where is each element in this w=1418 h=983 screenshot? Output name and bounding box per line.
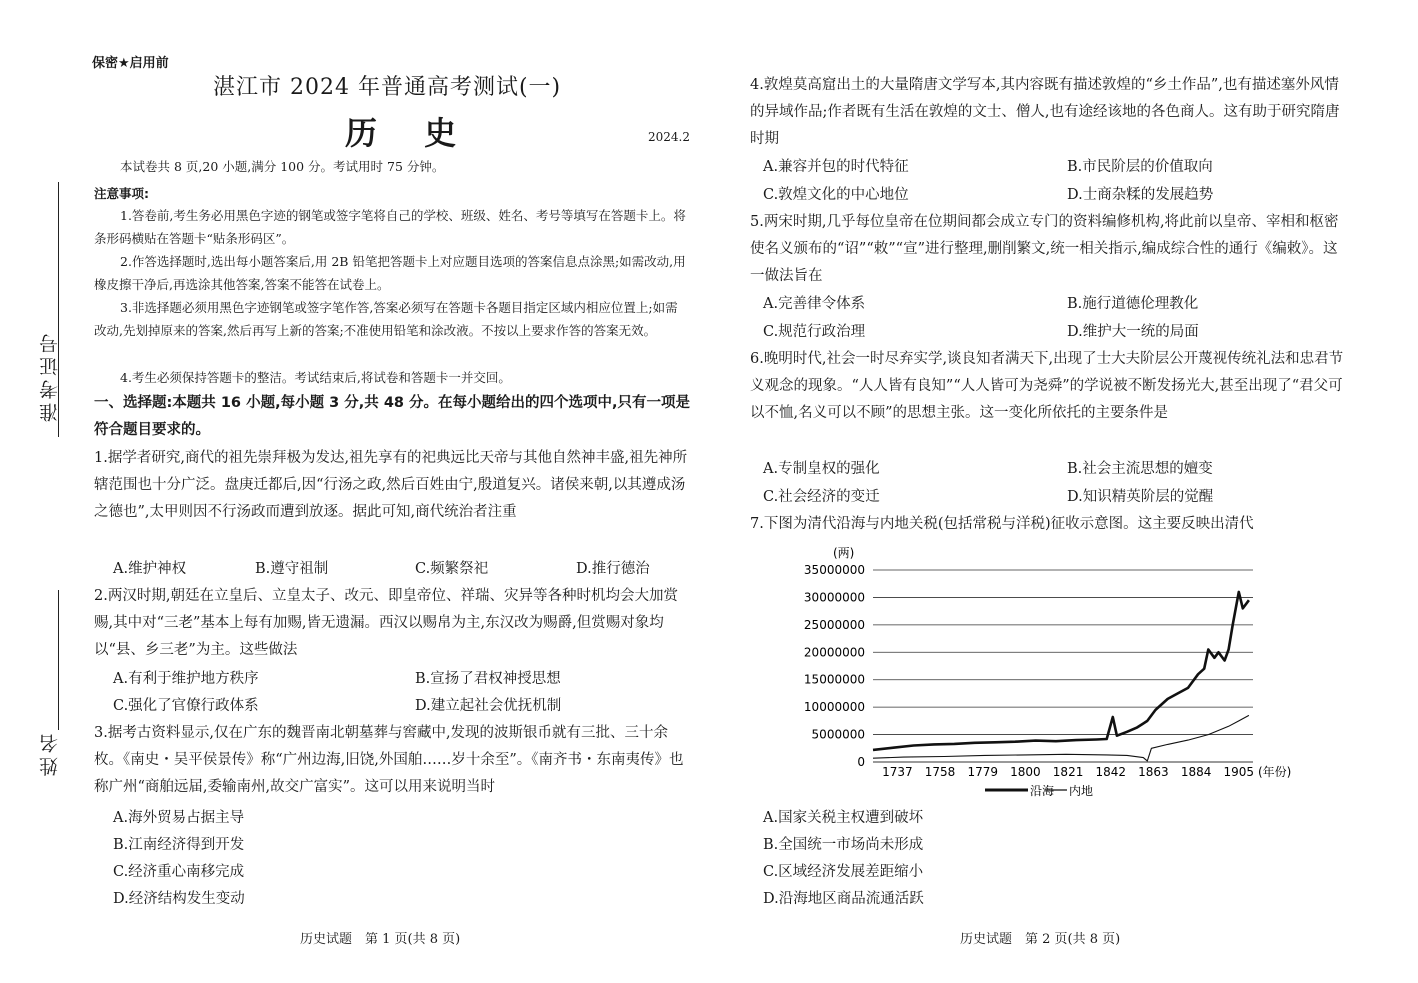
q7-option-b[interactable]: B.全国统一市场尚未形成 (763, 837, 924, 853)
x-tick-label: 1800 (1010, 765, 1041, 779)
q1-option-d[interactable]: D.推行德治 (576, 561, 650, 577)
chart-y-axis-label: (两) (833, 546, 855, 560)
y-tick-label: 30000000 (803, 590, 865, 605)
q3-option-c[interactable]: C.经济重心南移完成 (113, 864, 245, 880)
q5-option-b[interactable]: B.施行道德伦理教化 (1067, 296, 1199, 312)
q5-option-d[interactable]: D.维护大一统的局面 (1067, 324, 1199, 340)
exam-date: 2024.2 (648, 130, 690, 144)
question-4-stem: 4.敦煌莫高窟出土的大量隋唐文学写本,其内容既有描述敦煌的“乡土作品”,也有描述塞外风情的异域作品;作者既有生活在敦煌的文士、僧人,也有途经该地的各色商人。这有助于研究隋唐时期 (750, 77, 1340, 147)
exam-number-label: 准考证号 (39, 330, 61, 422)
y-tick-label: 0 (857, 755, 865, 769)
y-tick-label: 10000000 (803, 700, 865, 715)
x-tick-label: 1905 (1223, 765, 1255, 779)
q6-option-c[interactable]: C.社会经济的变迁 (763, 489, 880, 505)
x-tick-label: 1821 (1052, 765, 1084, 779)
q7-option-a[interactable]: A.国家关税主权遭到破坏 (763, 810, 924, 826)
footer-right: 历史试题 第 2 页(共 8 页) (960, 932, 1121, 947)
y-tick-label: 25000000 (803, 617, 865, 632)
series-line-inland (873, 715, 1249, 761)
note-2: 2.作答选择题时,选出每小题答案后,用 2B 铅笔把答题卡上对应题目选项的答案信息点涂黑;如需改动,用橡皮擦干净后,再选涂其他答案,答案不能答在试卷上。 (94, 254, 686, 292)
section-1-heading: 一、选择题:本题共 16 小题,每小题 3 分,共 48 分。在每小题给出的四个选项中,只有一项是符合题目要求的。 (94, 395, 691, 438)
confidential-mark: 保密★启用前 (92, 56, 169, 71)
note-1: 1.答卷前,考生务必用黑色字迹的钢笔或签字笔将自己的学校、班级、姓名、考号等填写在答题卡上。将条形码横贴在答题卡“贴条形码区”。 (94, 208, 686, 246)
question-5-stem: 5.两宋时期,几乎每位皇帝在位期间都会成立专门的资料编修机构,将此前以皇帝、宰相和枢密使名义颁布的“诏”“敕”“宣”进行整理,删削繁文,统一相关指示,编成综合性的通行《编敕》。这一做法旨在 (750, 214, 1339, 284)
footer-left: 历史试题 第 1 页(共 8 页) (300, 932, 461, 947)
side-divider-bottom (58, 590, 59, 710)
question-7-stem: 7.下图为清代沿海与内地关税(包括常税与洋税)征收示意图。这主要反映出清代 (750, 516, 1254, 532)
question-6-stem: 6.晚明时代,社会一时尽弃实学,谈良知者满天下,出现了士大夫阶层公开蔑视传统礼法和忠君节义观念的现象。“人人皆有良知”“人人皆可为尧舜”的学说被不断发扬光大,甚至出现了“君父可以不恤,名义可以不顾”的思想主张。这一变化所依托的主要条件是 (750, 351, 1344, 421)
series-line-coastal (873, 592, 1249, 750)
q1-option-a[interactable]: A.维护神权 (113, 561, 187, 577)
q2-option-a[interactable]: A.有利于维护地方秩序 (113, 671, 259, 687)
q6-option-a[interactable]: A.专制皇权的强化 (763, 461, 880, 477)
q3-option-d[interactable]: D.经济结构发生变动 (113, 891, 245, 907)
x-tick-label: 1758 (924, 765, 956, 779)
q4-option-b[interactable]: B.市民阶层的价值取向 (1067, 159, 1213, 175)
exam-info: 本试卷共 8 页,20 小题,满分 100 分。考试用时 75 分钟。 (120, 159, 445, 174)
question-1-stem: 1.据学者研究,商代的祖先崇拜极为发达,祖先享有的祀典远比天帝与其他自然神丰盛,祖先神所辖范围也十分广泛。盘庚迁都后,因“行汤之政,然后百姓由宁,殷道复兴。诸侯来朝,以其遵成汤之德也”,太甲则因不行汤政而遭到放逐。据此可知,商代统治者注重 (94, 450, 688, 520)
q3-option-a[interactable]: A.海外贸易占据主导 (113, 810, 245, 826)
x-tick-label: 1863 (1138, 765, 1169, 779)
notes-heading: 注意事项: (94, 186, 149, 201)
q3-option-b[interactable]: B.江南经济得到开发 (113, 837, 245, 853)
legend-label-inland: 内地 (1069, 784, 1094, 798)
q4-option-d[interactable]: D.士商杂糅的发展趋势 (1067, 187, 1214, 203)
chart-x-axis-label: (年份) (1258, 765, 1292, 779)
q1-option-b[interactable]: B.遵守祖制 (255, 561, 329, 577)
customs-tax-line-chart (795, 540, 1335, 802)
name-blank[interactable] (58, 710, 59, 730)
x-tick-label: 1884 (1180, 765, 1212, 779)
q4-option-c[interactable]: C.敦煌文化的中心地位 (763, 187, 909, 203)
y-tick-label: 20000000 (803, 645, 865, 660)
x-tick-label: 1779 (967, 765, 999, 779)
q6-option-b[interactable]: B.社会主流思想的嬗变 (1067, 461, 1213, 477)
q2-option-c[interactable]: C.强化了官僚行政体系 (113, 698, 259, 714)
q2-option-b[interactable]: B.宣扬了君权神授思想 (415, 671, 561, 687)
q6-option-d[interactable]: D.知识精英阶层的觉醒 (1067, 489, 1214, 505)
exam-title: 湛江市 2024 年普通高考测试(一) (213, 75, 562, 100)
y-tick-label: 35000000 (803, 563, 865, 577)
q5-option-a[interactable]: A.完善律令体系 (763, 296, 866, 312)
q7-option-d[interactable]: D.沿海地区商品流通活跃 (763, 891, 924, 907)
x-tick-label: 1737 (882, 765, 913, 779)
q7-option-c[interactable]: C.区域经济发展差距缩小 (763, 864, 924, 880)
note-3: 3.非选择题必须用黑色字迹钢笔或签字笔作答,答案必须写在答题卡各题目指定区域内相应位置上;如需改动,先划掉原来的答案,然后再写上新的答案;不准使用铅笔和涂改液。不按以上要求作答的答案无效。 (94, 300, 678, 338)
y-tick-label: 15000000 (803, 672, 865, 687)
q4-option-a[interactable]: A.兼容并包的时代特征 (763, 159, 909, 175)
exam-number-blank[interactable] (58, 300, 59, 330)
name-label: 姓名 (39, 730, 61, 776)
legend-label-coastal: 沿海 (1030, 784, 1055, 798)
note-4: 4.考生必须保持答题卡的整洁。考试结束后,将试卷和答题卡一并交回。 (120, 370, 511, 385)
q2-option-d[interactable]: D.建立起社会优抚机制 (415, 698, 562, 714)
x-tick-label: 1842 (1095, 765, 1127, 779)
q5-option-c[interactable]: C.规范行政治理 (763, 324, 866, 340)
q1-option-c[interactable]: C.频繁祭祀 (415, 561, 489, 577)
question-3-stem: 3.据考古资料显示,仅在广东的魏晋南北朝墓葬与窖藏中,发现的波斯银币就有三批、三十余枚。《南史・吴平侯景传》称“广州边海,旧饶,外国舶……岁十余至”。《南齐书・东南夷传》也称广州“商舶远届,委输南州,故交广富实”。这可以用来说明当时 (94, 725, 684, 795)
subject-title: 历 史 (345, 114, 475, 152)
question-2-stem: 2.两汉时期,朝廷在立皇后、立皇太子、改元、即皇帝位、祥瑞、灾异等各种时机均会大加赏赐,其中对“三老”基本上每有加赐,皆无遗漏。西汉以赐帛为主,东汉改为赐爵,但赏赐对象均以“县、乡三老”为主。这些做法 (94, 588, 678, 658)
y-tick-label: 5000000 (811, 727, 865, 742)
